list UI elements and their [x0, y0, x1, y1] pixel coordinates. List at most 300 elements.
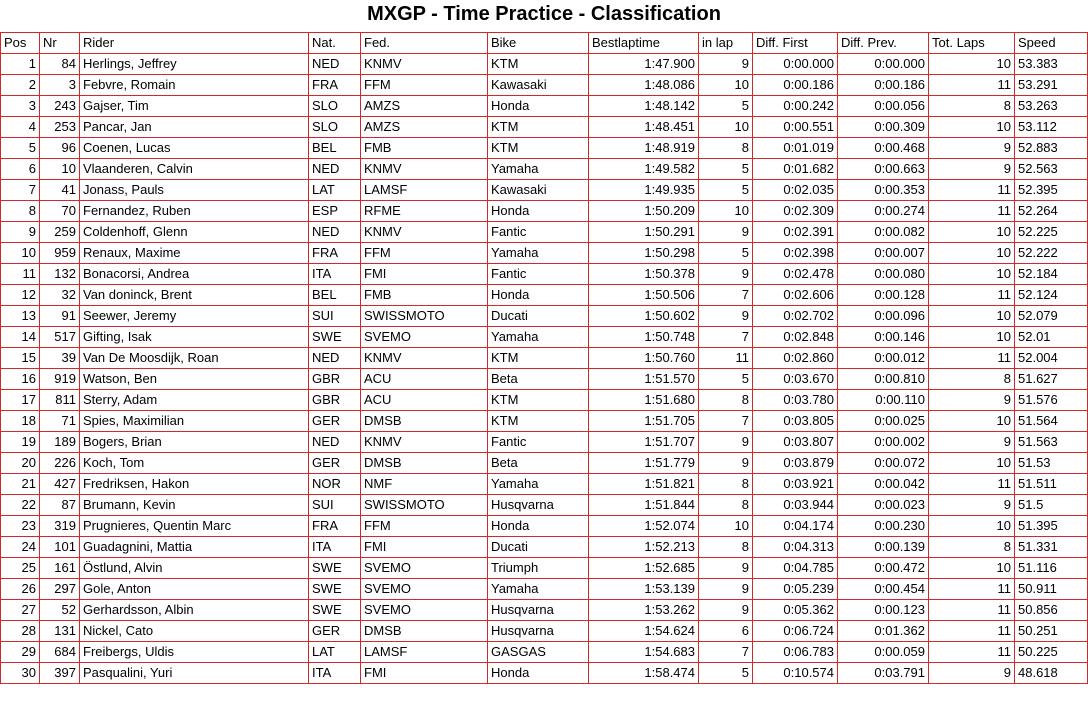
table-row — [1, 138, 1088, 159]
page-title: MXGP - Time Practice - Classification — [367, 3, 721, 25]
cell-bestlaptime: 1:52.074 — [589, 516, 699, 537]
cell-bike: Fantic — [488, 264, 589, 285]
cell-bike: Yamaha — [488, 474, 589, 495]
cell-bike: KTM — [488, 411, 589, 432]
cell-tot-laps: 10 — [929, 411, 1015, 432]
cell-nr: 101 — [40, 537, 80, 558]
cell-pos: 6 — [1, 159, 40, 180]
cell-tot-laps: 11 — [929, 474, 1015, 495]
cell-nr: 70 — [40, 201, 80, 222]
cell-diff-prev: 0:00.146 — [838, 327, 929, 348]
cell-bike: Honda — [488, 663, 589, 684]
cell-rider: Bogers, Brian — [80, 432, 309, 453]
cell-fed: ACU — [361, 390, 488, 411]
cell-tot-laps: 11 — [929, 600, 1015, 621]
table-row — [1, 222, 1088, 243]
table-row — [1, 306, 1088, 327]
cell-tot-laps: 9 — [929, 663, 1015, 684]
cell-pos: 23 — [1, 516, 40, 537]
cell-in-lap: 7 — [699, 411, 753, 432]
cell-pos: 9 — [1, 222, 40, 243]
cell-tot-laps: 9 — [929, 495, 1015, 516]
cell-in-lap: 5 — [699, 369, 753, 390]
cell-bestlaptime: 1:54.683 — [589, 642, 699, 663]
cell-speed: 51.395 — [1015, 516, 1088, 537]
cell-in-lap: 9 — [699, 306, 753, 327]
cell-tot-laps: 9 — [929, 159, 1015, 180]
cell-nr: 32 — [40, 285, 80, 306]
cell-bike: GASGAS — [488, 642, 589, 663]
cell-in-lap: 7 — [699, 642, 753, 663]
cell-speed: 52.264 — [1015, 201, 1088, 222]
cell-nat: ITA — [309, 663, 361, 684]
cell-bike: Yamaha — [488, 243, 589, 264]
cell-in-lap: 9 — [699, 579, 753, 600]
cell-speed: 53.263 — [1015, 96, 1088, 117]
cell-rider: Gifting, Isak — [80, 327, 309, 348]
cell-fed: SVEMO — [361, 600, 488, 621]
column-header-tot-laps: Tot. Laps — [929, 33, 1015, 54]
cell-bestlaptime: 1:50.378 — [589, 264, 699, 285]
cell-speed: 52.01 — [1015, 327, 1088, 348]
cell-in-lap: 8 — [699, 537, 753, 558]
cell-rider: Nickel, Cato — [80, 621, 309, 642]
cell-diff-first: 0:00.242 — [753, 96, 838, 117]
cell-bestlaptime: 1:52.213 — [589, 537, 699, 558]
cell-tot-laps: 10 — [929, 327, 1015, 348]
cell-fed: DMSB — [361, 411, 488, 432]
table-row — [1, 390, 1088, 411]
cell-pos: 16 — [1, 369, 40, 390]
cell-fed: AMZS — [361, 96, 488, 117]
cell-diff-first: 0:02.702 — [753, 306, 838, 327]
column-header-nr: Nr — [40, 33, 80, 54]
cell-tot-laps: 11 — [929, 579, 1015, 600]
cell-fed: DMSB — [361, 453, 488, 474]
column-header-pos: Pos — [1, 33, 40, 54]
cell-nat: FRA — [309, 516, 361, 537]
cell-diff-first: 0:01.682 — [753, 159, 838, 180]
cell-nat: FRA — [309, 75, 361, 96]
cell-nat: SWE — [309, 600, 361, 621]
cell-fed: DMSB — [361, 621, 488, 642]
cell-pos: 28 — [1, 621, 40, 642]
cell-bestlaptime: 1:50.760 — [589, 348, 699, 369]
cell-in-lap: 7 — [699, 327, 753, 348]
cell-speed: 51.53 — [1015, 453, 1088, 474]
cell-bike: KTM — [488, 390, 589, 411]
cell-bestlaptime: 1:48.142 — [589, 96, 699, 117]
cell-diff-first: 0:04.313 — [753, 537, 838, 558]
cell-nat: LAT — [309, 180, 361, 201]
cell-diff-first: 0:01.019 — [753, 138, 838, 159]
cell-fed: SVEMO — [361, 327, 488, 348]
cell-diff-prev: 0:00.002 — [838, 432, 929, 453]
table-row — [1, 327, 1088, 348]
cell-bestlaptime: 1:49.582 — [589, 159, 699, 180]
classification-table — [0, 32, 1088, 684]
cell-bestlaptime: 1:53.139 — [589, 579, 699, 600]
cell-nat: GER — [309, 411, 361, 432]
cell-bestlaptime: 1:48.919 — [589, 138, 699, 159]
cell-rider: Prugnieres, Quentin Marc — [80, 516, 309, 537]
cell-diff-prev: 0:00.056 — [838, 96, 929, 117]
cell-speed: 50.856 — [1015, 600, 1088, 621]
cell-bike: Husqvarna — [488, 495, 589, 516]
cell-in-lap: 9 — [699, 432, 753, 453]
cell-nat: SUI — [309, 495, 361, 516]
cell-rider: Gerhardsson, Albin — [80, 600, 309, 621]
cell-pos: 25 — [1, 558, 40, 579]
cell-speed: 51.627 — [1015, 369, 1088, 390]
cell-diff-first: 0:02.309 — [753, 201, 838, 222]
cell-in-lap: 5 — [699, 243, 753, 264]
cell-diff-prev: 0:00.080 — [838, 264, 929, 285]
cell-pos: 2 — [1, 75, 40, 96]
cell-rider: Gole, Anton — [80, 579, 309, 600]
cell-nat: GBR — [309, 390, 361, 411]
cell-tot-laps: 9 — [929, 432, 1015, 453]
cell-speed: 50.911 — [1015, 579, 1088, 600]
cell-speed: 50.225 — [1015, 642, 1088, 663]
cell-tot-laps: 11 — [929, 621, 1015, 642]
cell-bestlaptime: 1:58.474 — [589, 663, 699, 684]
cell-bike: Honda — [488, 96, 589, 117]
cell-fed: SWISSMOTO — [361, 306, 488, 327]
cell-bestlaptime: 1:48.451 — [589, 117, 699, 138]
cell-pos: 27 — [1, 600, 40, 621]
cell-tot-laps: 11 — [929, 180, 1015, 201]
cell-diff-prev: 0:00.810 — [838, 369, 929, 390]
cell-in-lap: 5 — [699, 159, 753, 180]
cell-diff-first: 0:05.239 — [753, 579, 838, 600]
cell-diff-first: 0:05.362 — [753, 600, 838, 621]
cell-bestlaptime: 1:47.900 — [589, 54, 699, 75]
cell-bike: Fantic — [488, 432, 589, 453]
cell-bike: KTM — [488, 117, 589, 138]
cell-nr: 96 — [40, 138, 80, 159]
table-row — [1, 474, 1088, 495]
cell-tot-laps: 9 — [929, 390, 1015, 411]
cell-nat: BEL — [309, 285, 361, 306]
cell-in-lap: 5 — [699, 663, 753, 684]
cell-tot-laps: 8 — [929, 96, 1015, 117]
cell-pos: 4 — [1, 117, 40, 138]
cell-rider: Koch, Tom — [80, 453, 309, 474]
cell-fed: FFM — [361, 75, 488, 96]
table-row — [1, 495, 1088, 516]
cell-speed: 53.383 — [1015, 54, 1088, 75]
cell-bike: Fantic — [488, 222, 589, 243]
cell-nat: ITA — [309, 537, 361, 558]
cell-bike: Honda — [488, 516, 589, 537]
cell-nr: 253 — [40, 117, 80, 138]
cell-fed: FFM — [361, 243, 488, 264]
cell-pos: 22 — [1, 495, 40, 516]
cell-tot-laps: 11 — [929, 348, 1015, 369]
cell-diff-prev: 0:00.274 — [838, 201, 929, 222]
cell-bestlaptime: 1:50.298 — [589, 243, 699, 264]
cell-tot-laps: 10 — [929, 222, 1015, 243]
cell-diff-prev: 0:00.128 — [838, 285, 929, 306]
cell-nr: 919 — [40, 369, 80, 390]
cell-diff-prev: 0:00.059 — [838, 642, 929, 663]
cell-pos: 30 — [1, 663, 40, 684]
table-row — [1, 432, 1088, 453]
cell-tot-laps: 10 — [929, 54, 1015, 75]
column-header-nat: Nat. — [309, 33, 361, 54]
cell-bike: Honda — [488, 201, 589, 222]
cell-diff-prev: 0:00.454 — [838, 579, 929, 600]
cell-rider: Guadagnini, Mattia — [80, 537, 309, 558]
cell-nat: NED — [309, 222, 361, 243]
cell-speed: 51.331 — [1015, 537, 1088, 558]
cell-diff-first: 0:02.391 — [753, 222, 838, 243]
cell-bestlaptime: 1:52.685 — [589, 558, 699, 579]
cell-pos: 3 — [1, 96, 40, 117]
table-row — [1, 600, 1088, 621]
table-row — [1, 516, 1088, 537]
column-header-fed: Fed. — [361, 33, 488, 54]
table-row — [1, 96, 1088, 117]
cell-bike: Beta — [488, 453, 589, 474]
cell-tot-laps: 11 — [929, 75, 1015, 96]
cell-rider: Freibergs, Uldis — [80, 642, 309, 663]
cell-rider: Östlund, Alvin — [80, 558, 309, 579]
cell-speed: 51.116 — [1015, 558, 1088, 579]
cell-diff-prev: 0:00.309 — [838, 117, 929, 138]
cell-speed: 52.184 — [1015, 264, 1088, 285]
cell-bike: KTM — [488, 348, 589, 369]
cell-bestlaptime: 1:50.748 — [589, 327, 699, 348]
cell-diff-first: 0:06.724 — [753, 621, 838, 642]
cell-tot-laps: 11 — [929, 201, 1015, 222]
cell-diff-prev: 0:00.012 — [838, 348, 929, 369]
cell-nat: GER — [309, 621, 361, 642]
cell-pos: 11 — [1, 264, 40, 285]
cell-fed: FMB — [361, 138, 488, 159]
cell-nr: 959 — [40, 243, 80, 264]
cell-speed: 51.5 — [1015, 495, 1088, 516]
cell-fed: ACU — [361, 369, 488, 390]
cell-rider: Spies, Maximilian — [80, 411, 309, 432]
cell-bestlaptime: 1:51.570 — [589, 369, 699, 390]
cell-diff-first: 0:06.783 — [753, 642, 838, 663]
cell-rider: Coldenhoff, Glenn — [80, 222, 309, 243]
table-row — [1, 348, 1088, 369]
cell-bestlaptime: 1:48.086 — [589, 75, 699, 96]
cell-nat: SWE — [309, 558, 361, 579]
column-header-bike: Bike — [488, 33, 589, 54]
cell-nat: NED — [309, 54, 361, 75]
cell-fed: FMI — [361, 264, 488, 285]
cell-diff-first: 0:02.478 — [753, 264, 838, 285]
cell-nr: 684 — [40, 642, 80, 663]
cell-nr: 189 — [40, 432, 80, 453]
table-row — [1, 264, 1088, 285]
cell-bike: KTM — [488, 138, 589, 159]
cell-fed: FFM — [361, 516, 488, 537]
cell-speed: 51.576 — [1015, 390, 1088, 411]
cell-nr: 427 — [40, 474, 80, 495]
cell-bike: KTM — [488, 54, 589, 75]
cell-diff-prev: 0:00.000 — [838, 54, 929, 75]
cell-bestlaptime: 1:49.935 — [589, 180, 699, 201]
cell-rider: Coenen, Lucas — [80, 138, 309, 159]
cell-speed: 51.563 — [1015, 432, 1088, 453]
cell-pos: 18 — [1, 411, 40, 432]
cell-tot-laps: 11 — [929, 642, 1015, 663]
cell-bestlaptime: 1:51.705 — [589, 411, 699, 432]
cell-pos: 12 — [1, 285, 40, 306]
cell-diff-prev: 0:03.791 — [838, 663, 929, 684]
table-row — [1, 285, 1088, 306]
cell-nr: 39 — [40, 348, 80, 369]
cell-rider: Fredriksen, Hakon — [80, 474, 309, 495]
cell-diff-prev: 0:00.042 — [838, 474, 929, 495]
cell-pos: 15 — [1, 348, 40, 369]
cell-in-lap: 9 — [699, 54, 753, 75]
cell-bike: Triumph — [488, 558, 589, 579]
cell-speed: 52.563 — [1015, 159, 1088, 180]
table-row — [1, 369, 1088, 390]
cell-pos: 7 — [1, 180, 40, 201]
cell-fed: SWISSMOTO — [361, 495, 488, 516]
header-row — [1, 33, 1088, 54]
cell-pos: 29 — [1, 642, 40, 663]
cell-in-lap: 8 — [699, 390, 753, 411]
column-header-diff-first: Diff. First — [753, 33, 838, 54]
column-header-in-lap: in lap — [699, 33, 753, 54]
cell-fed: KNMV — [361, 54, 488, 75]
cell-rider: Herlings, Jeffrey — [80, 54, 309, 75]
cell-nat: LAT — [309, 642, 361, 663]
table-row — [1, 180, 1088, 201]
cell-rider: Brumann, Kevin — [80, 495, 309, 516]
cell-nr: 132 — [40, 264, 80, 285]
cell-tot-laps: 8 — [929, 537, 1015, 558]
cell-diff-prev: 0:00.468 — [838, 138, 929, 159]
cell-rider: Vlaanderen, Calvin — [80, 159, 309, 180]
cell-in-lap: 6 — [699, 621, 753, 642]
table-row — [1, 642, 1088, 663]
table-row — [1, 411, 1088, 432]
cell-speed: 52.079 — [1015, 306, 1088, 327]
cell-in-lap: 7 — [699, 285, 753, 306]
cell-rider: Seewer, Jeremy — [80, 306, 309, 327]
cell-bestlaptime: 1:50.291 — [589, 222, 699, 243]
cell-in-lap: 10 — [699, 75, 753, 96]
cell-nr: 161 — [40, 558, 80, 579]
cell-diff-first: 0:03.944 — [753, 495, 838, 516]
cell-nr: 52 — [40, 600, 80, 621]
cell-nat: NED — [309, 159, 361, 180]
cell-pos: 13 — [1, 306, 40, 327]
cell-diff-first: 0:03.805 — [753, 411, 838, 432]
column-header-rider: Rider — [80, 33, 309, 54]
cell-speed: 53.112 — [1015, 117, 1088, 138]
cell-bike: Husqvarna — [488, 621, 589, 642]
cell-diff-prev: 0:00.123 — [838, 600, 929, 621]
cell-fed: AMZS — [361, 117, 488, 138]
cell-rider: Febvre, Romain — [80, 75, 309, 96]
cell-diff-prev: 0:00.353 — [838, 180, 929, 201]
cell-diff-prev: 0:00.110 — [838, 390, 929, 411]
cell-nr: 397 — [40, 663, 80, 684]
cell-pos: 26 — [1, 579, 40, 600]
cell-in-lap: 8 — [699, 474, 753, 495]
cell-tot-laps: 8 — [929, 369, 1015, 390]
table-row — [1, 579, 1088, 600]
cell-pos: 8 — [1, 201, 40, 222]
cell-in-lap: 10 — [699, 201, 753, 222]
cell-rider: Pasqualini, Yuri — [80, 663, 309, 684]
cell-speed: 52.883 — [1015, 138, 1088, 159]
cell-diff-prev: 0:00.025 — [838, 411, 929, 432]
cell-tot-laps: 10 — [929, 306, 1015, 327]
cell-nat: FRA — [309, 243, 361, 264]
table-body — [1, 54, 1088, 684]
cell-in-lap: 9 — [699, 453, 753, 474]
cell-bike: Husqvarna — [488, 600, 589, 621]
cell-nr: 297 — [40, 579, 80, 600]
cell-speed: 52.225 — [1015, 222, 1088, 243]
cell-speed: 52.004 — [1015, 348, 1088, 369]
cell-tot-laps: 10 — [929, 516, 1015, 537]
cell-nat: BEL — [309, 138, 361, 159]
cell-in-lap: 5 — [699, 180, 753, 201]
cell-speed: 52.395 — [1015, 180, 1088, 201]
cell-speed: 52.222 — [1015, 243, 1088, 264]
cell-nat: SWE — [309, 579, 361, 600]
cell-nat: NED — [309, 348, 361, 369]
cell-nr: 243 — [40, 96, 80, 117]
cell-diff-first: 0:10.574 — [753, 663, 838, 684]
cell-fed: FMB — [361, 285, 488, 306]
cell-rider: Bonacorsi, Andrea — [80, 264, 309, 285]
table-row — [1, 558, 1088, 579]
cell-bike: Kawasaki — [488, 180, 589, 201]
table-row — [1, 159, 1088, 180]
cell-bike: Ducati — [488, 306, 589, 327]
cell-rider: Gajser, Tim — [80, 96, 309, 117]
cell-in-lap: 5 — [699, 96, 753, 117]
cell-fed: KNMV — [361, 222, 488, 243]
cell-diff-prev: 0:00.186 — [838, 75, 929, 96]
cell-rider: Jonass, Pauls — [80, 180, 309, 201]
cell-bike: Ducati — [488, 537, 589, 558]
cell-nr: 87 — [40, 495, 80, 516]
cell-nr: 41 — [40, 180, 80, 201]
cell-bike: Beta — [488, 369, 589, 390]
cell-nat: GER — [309, 453, 361, 474]
cell-nr: 517 — [40, 327, 80, 348]
cell-nr: 71 — [40, 411, 80, 432]
cell-diff-prev: 0:00.663 — [838, 159, 929, 180]
cell-diff-prev: 0:00.082 — [838, 222, 929, 243]
cell-nat: GBR — [309, 369, 361, 390]
cell-speed: 50.251 — [1015, 621, 1088, 642]
cell-nr: 259 — [40, 222, 80, 243]
cell-pos: 17 — [1, 390, 40, 411]
cell-fed: NMF — [361, 474, 488, 495]
table-row — [1, 201, 1088, 222]
cell-pos: 10 — [1, 243, 40, 264]
cell-bike: Yamaha — [488, 579, 589, 600]
cell-bestlaptime: 1:51.707 — [589, 432, 699, 453]
cell-nr: 811 — [40, 390, 80, 411]
cell-diff-first: 0:04.785 — [753, 558, 838, 579]
